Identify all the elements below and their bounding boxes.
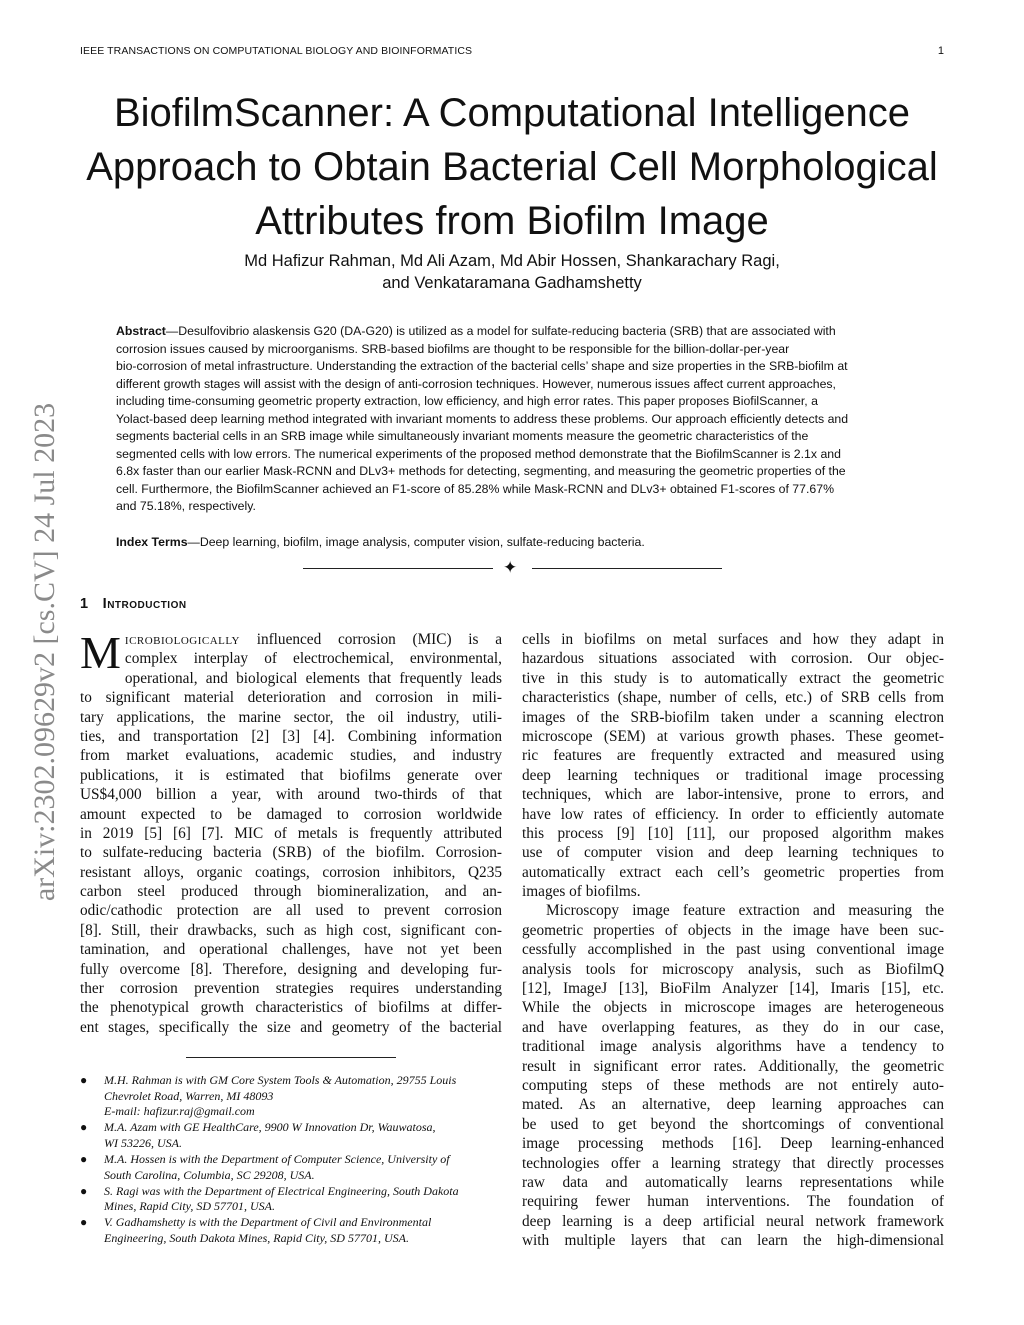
body-line: While the objects in microscope images are heterogeneous (522, 999, 944, 1017)
lead-in-rest: influenced corrosion (MIC) is a (239, 631, 502, 648)
body-line: tary applications, the marine sector, the oil industry, utili- (80, 708, 502, 726)
body-line: tamination, and operational challenges, have not yet been (80, 941, 502, 959)
title-line: Attributes from Biofilm Image (255, 199, 769, 243)
body-line: image processing methods [16]. Deep learning-enhanced (522, 1135, 944, 1153)
footnote-item (80, 1073, 502, 1120)
abstract-line: bio-corrosion of metal infrastructure. Understanding the extraction of the bacterial cells’ shape and size properties in the SRB-biofilm at (116, 359, 848, 373)
body-line: microscope (SEM) at various growth phases. These geomet- (522, 727, 944, 745)
body-line: carbon steel produced through biomineralization, and an- (80, 883, 502, 901)
body-line: odic/cathodic protection are all used to prevent corrosion (80, 902, 502, 920)
body-line: [12], ImageJ [13], BioFilm Analyzer [14], Imaris [15], etc. (522, 980, 944, 998)
body-line: mated. As an alternative, deep learning approaches can (522, 1096, 944, 1114)
body-line: traditional image analysis algorithms have a tendency to (522, 1038, 944, 1056)
footnote-item (80, 1184, 502, 1215)
index-terms-label: Index Terms (116, 535, 188, 549)
section-heading (80, 596, 187, 612)
index-terms-line (116, 534, 910, 552)
body-line: hazardous situations associated with corrosion. Our objec- (522, 650, 944, 668)
author-list (140, 250, 884, 294)
footnote-line: South Carolina, Columbia, SC 29208, USA. (104, 1167, 315, 1182)
body-line: ther corrosion prevention strategies requires understanding (80, 980, 502, 998)
separator-rule-left (303, 568, 493, 569)
body-line: ric features are frequently extracted and measured using (522, 747, 944, 765)
abstract-line: different growth stages will assist with the design of anti-corrosion techniques. However, numerous issues affect current approaches, (116, 376, 836, 391)
index-terms (116, 534, 910, 552)
footnote-line: M.H. Rahman is with GM Core System Tools & Automation, 29755 Louis (104, 1073, 457, 1087)
footnote-line: Engineering, South Dakota Mines, Rapid City, SD 57701, USA. (104, 1230, 409, 1245)
footnote-line: WI 53226, USA. (104, 1135, 182, 1150)
footnote-line: V. Gadhamshetty is with the Department of Civil and Environmental (104, 1215, 432, 1230)
body-line: tive in this study is to automatically extract the geometric (522, 669, 944, 687)
bullet-icon: ● (80, 1120, 88, 1135)
abstract-text: Desulfovibrio alaskensis G20 (DA-G20) is utilized as a model for sulfate-reducing bacteria (SRB) that are associated with (178, 324, 836, 338)
body-line: deep learning is a deep artificial neural network framework (522, 1212, 944, 1230)
body-line: images of the SRB-biofilm taken under a scanning electron (522, 708, 944, 726)
body-line: computing steps of these methods are not entirely auto- (522, 1076, 944, 1094)
abstract-line: corrosion issues caused by microorganisms. SRB-based biofilms are thought to be responsible for the billion-dollar-per-year (116, 341, 790, 356)
body-line: characteristics (shape, number of cells, etc.) of SRB cells from (522, 689, 944, 707)
right-column (522, 630, 944, 1251)
body-line: cessfully accomplished in the past using conventional image (522, 941, 944, 959)
affiliation-footnotes (80, 1073, 502, 1247)
abstract-line: segmented cells with low errors. The numerical experiments of the proposed method demonstrate that the BiofilmScanner is 2.1x and (116, 446, 841, 461)
footnote-line: Chevrolet Road, Warren, MI 48093 (104, 1088, 274, 1103)
title-line: BiofilmScanner: A Computational Intelligence (113, 91, 910, 135)
body-line: Microscopy image feature extraction and measuring the (546, 902, 944, 920)
abstract-label: Abstract (116, 324, 166, 338)
body-line: resistant alloys, organic coatings, corrosion inhibitors, Q235 (80, 863, 502, 881)
footnote-line: S. Ragi was with the Department of Electrical Engineering, South Dakota (104, 1183, 459, 1198)
footnote-item (80, 1152, 502, 1183)
abstract-line: segments bacterial cells in an SRB image while simultaneously invariant moments measure the geometric characteristics of the (116, 429, 809, 443)
bullet-icon: ● (80, 1151, 88, 1166)
body-line: have low rates of efficiency. In order to efficiently automate (522, 805, 944, 823)
separator-diamond-icon: ✦ (503, 558, 518, 577)
body-line: automatically extract each cell’s geometric properties from (522, 863, 944, 881)
left-column (80, 627, 502, 1037)
body-line: to significant material deterioration and corrosion in mili- (80, 689, 502, 707)
body-line: geometric properties of objects in the image have been suc- (522, 921, 944, 939)
lead-in-smallcaps: icrobiologically (124, 631, 240, 648)
title-line: Approach to Obtain Bacterial Cell Morphological (86, 145, 938, 189)
footnote-line: E-mail: hafizur.raj@gmail.com (104, 1104, 255, 1119)
footnote-rule (186, 1057, 396, 1058)
running-head: IEEE TRANSACTIONS ON COMPUTATIONAL BIOLOGY AND BIOINFORMATICS (80, 45, 473, 57)
section-number: 1 (80, 596, 89, 612)
separator-rule-right (532, 568, 722, 569)
index-terms-dash: — (187, 535, 200, 549)
bullet-icon: ● (80, 1073, 88, 1087)
body-line: result in significant error rates. Additionally, the geometric (522, 1057, 944, 1075)
author-line: Md Hafizur Rahman, Md Ali Azam, Md Abir Hossen, Shankarachary Ragi, (244, 252, 780, 270)
body-line: and have overlapping features, as they do in our case, (522, 1018, 944, 1036)
drop-cap: M (80, 627, 121, 678)
body-line: ent stages, specifically the size and geometry of the bacterial (80, 1018, 502, 1036)
body-line: images of biofilms. (522, 883, 641, 901)
footnote-line: M.A. Azam with GE HealthCare, 9900 W Innovation Dr, Wauwatosa, (104, 1120, 436, 1135)
body-line: use of computer vision and deep learning techniques to (522, 844, 944, 862)
body-line (80, 630, 502, 649)
body-line: technologies offer a learning strategy that directly processes (522, 1154, 944, 1172)
abstract-line: Yolact-based deep learning method integrated with invariant moments to address these problems. Our approach efficiently detects and (116, 411, 849, 426)
footnote-item (80, 1215, 502, 1246)
abstract-line (116, 323, 910, 341)
body-line: raw data and automatically learns representations while (522, 1173, 944, 1191)
index-terms-text: Deep learning, biofilm, image analysis, computer vision, sulfate-reducing bacteria. (199, 535, 645, 549)
footnote-line: M.A. Hossen is with the Department of Computer Science, University of (104, 1151, 450, 1166)
body-line: amount expected to be damaged to corrosion worldwide (80, 805, 502, 823)
body-line: analysis tools for microscopy analysis, such as BiofilmQ (522, 960, 944, 978)
body-line: publications, it is estimated that biofilms generate over (80, 766, 502, 784)
body-line: cells in biofilms on metal surfaces and how they adapt in (522, 631, 944, 648)
footnote-line: Mines, Rapid City, SD 57701, USA. (104, 1199, 275, 1214)
body-line: deep learning techniques or traditional image processing (522, 766, 944, 784)
footnote-item (80, 1120, 502, 1151)
abstract-line: including time-consuming geometric property extraction, low efficiency, and high error rates. This paper proposes BiofilScanner, a (116, 394, 818, 408)
body-line: the phenotypical growth characteristics of biofilms at differ- (80, 999, 502, 1017)
body-line: techniques, which are labor-intensive, prone to errors, and (522, 786, 944, 804)
abstract-line: and 75.18%, respectively. (116, 499, 256, 513)
author-line: and Venkataramana Gadhamshetty (382, 274, 642, 292)
body-line: [8]. Still, their drawbacks, such as high cost, significant con- (80, 921, 502, 939)
body-line: with multiple layers that can learn the high-dimensional (522, 1232, 944, 1250)
section-title: Introduction (102, 596, 187, 612)
body-line: to sulfate-reducing bacteria (SRB) of the biofilm. Corrosion- (80, 844, 502, 862)
body-line: US$4,000 billion a year, with around two-thirds of that (80, 786, 502, 804)
body-line: fully overcome [8]. Therefore, designing and developing fur- (80, 960, 502, 978)
page-number: 1 (937, 45, 944, 57)
body-line: from market evaluations, academic studies, and industry (80, 747, 502, 765)
bullet-icon: ● (80, 1183, 88, 1198)
abstract-dash: — (165, 324, 179, 338)
body-line: requiring fewer human interventions. The foundation of (522, 1193, 944, 1211)
body-line: ties, and transportation [2] [3] [4]. Combining information (80, 727, 502, 745)
body-line: in 2019 [5] [6] [7]. MIC of metals is frequently attributed (80, 824, 502, 842)
abstract-line: cell. Furthermore, the BiofilmScanner achieved an F1-score of 85.28% while Mask-RCNN and DLv3+ obtained F1-scores of 77.67% (116, 481, 834, 496)
body-line: operational, and biological elements that frequently leads (124, 669, 502, 687)
body-line: complex interplay of electrochemical, environmental, (124, 650, 502, 668)
arxiv-stamp: arXiv:2302.09629v2 [cs.CV] 24 Jul 2023 (28, 402, 61, 902)
abstract-line: 6.8x faster than our earlier Mask-RCNN and DLv3+ methods for detecting, segmenting, and measuring the geometric properties of the (116, 464, 846, 478)
abstract (116, 323, 910, 516)
paper-title (60, 86, 964, 248)
bullet-icon: ● (80, 1215, 88, 1230)
body-line: this process [9] [10] [11], our proposed algorithm makes (522, 824, 944, 842)
body-line: be used to get beyond the shortcomings of conventional (522, 1115, 944, 1133)
